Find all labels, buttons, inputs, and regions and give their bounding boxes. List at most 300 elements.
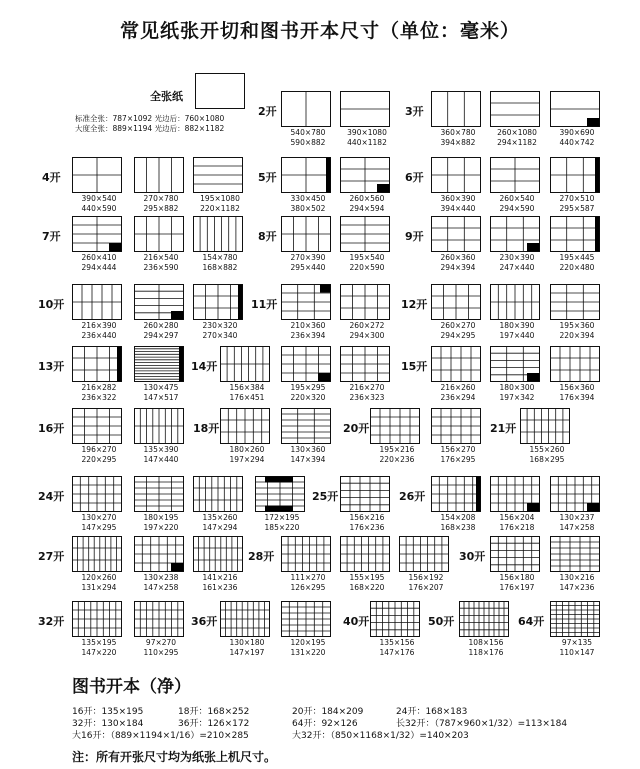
- fold-count-label: 4开: [42, 171, 61, 184]
- page-title: 常见纸张开切和图书开本尺寸（单位：毫米）: [119, 20, 520, 42]
- cut-diagram: [340, 284, 390, 320]
- size-caption: 147×394: [290, 455, 326, 464]
- size-caption: 156×204: [499, 513, 535, 522]
- fold-item: [340, 284, 394, 340]
- fold-item: [550, 601, 604, 657]
- size-caption: 147×517: [143, 393, 179, 402]
- cut-diagram: [220, 408, 270, 444]
- fold-count-label: 6开: [405, 171, 424, 184]
- waste-block: [527, 503, 540, 512]
- size-caption: 135×390: [143, 445, 179, 454]
- size-caption: 155×195: [349, 573, 385, 582]
- fold-count-label: 36开: [191, 615, 218, 628]
- waste-block: [476, 477, 481, 512]
- waste-block: [595, 217, 600, 252]
- size-caption: 294×394: [440, 263, 476, 272]
- fold-item: [431, 408, 485, 464]
- size-caption: 176×451: [229, 393, 265, 402]
- waste-block: [587, 503, 600, 512]
- size-caption: 390×540: [81, 194, 117, 203]
- fold-item: [255, 476, 309, 532]
- size-caption: 220×590: [349, 263, 385, 272]
- size-caption: 260×410: [81, 253, 117, 262]
- cut-diagram: [134, 601, 184, 637]
- fold-item: [459, 601, 513, 657]
- fold-item: [550, 91, 604, 147]
- size-caption: 220×295: [81, 455, 117, 464]
- size-caption: 195×540: [349, 253, 385, 262]
- cut-diagram: [431, 346, 481, 382]
- size-caption: 216×540: [143, 253, 179, 262]
- size-caption: 147×220: [81, 648, 117, 657]
- net-size-item: 大16开：（889×1194×1/16）=210×285: [72, 731, 249, 741]
- size-caption: 390×1080: [347, 128, 387, 137]
- size-caption: 197×220: [143, 523, 179, 532]
- size-caption: 130×238: [143, 573, 179, 582]
- size-caption: 168×238: [440, 523, 476, 532]
- fold-count-label: 8开: [258, 230, 277, 243]
- cut-diagram: [340, 536, 390, 572]
- waste-block: [527, 373, 540, 382]
- size-caption: 168×295: [529, 455, 565, 464]
- fold-item: [72, 346, 126, 402]
- fold-item: [490, 216, 544, 272]
- waste-block: [171, 563, 184, 572]
- net-size-item: 18开：168×252: [178, 707, 250, 717]
- size-caption: 270×340: [202, 331, 238, 340]
- fold-item: [340, 157, 394, 213]
- fold-item: [281, 284, 335, 340]
- size-caption: 236×590: [143, 263, 179, 272]
- fold-count-label: 10开: [38, 298, 65, 311]
- size-caption: 185×220: [264, 523, 300, 532]
- size-caption: 147×258: [143, 583, 179, 592]
- size-caption: 135×156: [379, 638, 415, 647]
- fold-item: [220, 601, 274, 657]
- waste-block: [171, 311, 184, 320]
- size-caption: 216×270: [349, 383, 385, 392]
- size-caption: 120×260: [81, 573, 117, 582]
- sheet-outline: [521, 409, 570, 444]
- size-caption: 180×300: [499, 383, 535, 392]
- waste-block: [326, 158, 331, 193]
- fold-item: [193, 284, 247, 340]
- size-caption: 118×176: [468, 648, 504, 657]
- size-caption: 154×208: [440, 513, 476, 522]
- fold-item: [134, 216, 188, 272]
- size-caption: 130×180: [229, 638, 265, 647]
- fold-item: [281, 346, 335, 402]
- size-caption: 197×440: [499, 331, 535, 340]
- sheet-outline: [432, 92, 481, 127]
- cut-diagram: [281, 157, 331, 193]
- fold-item: [490, 476, 544, 532]
- fold-item: [193, 536, 247, 592]
- full-sheet-box: [195, 73, 245, 109]
- size-caption: 130×237: [559, 513, 595, 522]
- size-caption: 120×195: [290, 638, 326, 647]
- cut-diagram: [281, 601, 331, 637]
- fold-count-label: 25开: [312, 490, 339, 503]
- size-caption: 230×390: [499, 253, 535, 262]
- fold-count-label: 50开: [428, 615, 455, 628]
- fold-item: [431, 91, 485, 147]
- cut-diagram: [193, 157, 243, 193]
- size-caption: 220×394: [559, 331, 595, 340]
- cut-diagram: [431, 476, 481, 512]
- size-caption: 260×360: [440, 253, 476, 262]
- fold-item: [134, 284, 188, 340]
- waste-block: [109, 243, 122, 252]
- size-caption: 260×560: [349, 194, 385, 203]
- cut-diagram: [490, 346, 540, 382]
- size-caption: 168×220: [349, 583, 385, 592]
- fold-count-label: 16开: [38, 422, 65, 435]
- size-caption: 130×216: [559, 573, 595, 582]
- size-caption: 180×195: [143, 513, 179, 522]
- fold-item: [431, 157, 485, 213]
- size-caption: 260×540: [499, 194, 535, 203]
- size-caption: 176×394: [559, 393, 595, 402]
- fold-item: [72, 476, 126, 532]
- size-caption: 131×294: [81, 583, 117, 592]
- size-caption: 147×236: [559, 583, 595, 592]
- size-caption: 156×270: [440, 445, 476, 454]
- size-caption: 440×1182: [347, 138, 387, 147]
- fold-item: [220, 346, 274, 402]
- full-sheet-note-line: 标准全张：787×1092 光边后：760×1080: [75, 114, 225, 123]
- size-caption: 294×300: [349, 331, 385, 340]
- cut-diagram: [72, 601, 122, 637]
- cut-diagram: [490, 91, 540, 127]
- cut-diagram: [550, 91, 600, 127]
- size-caption: 156×180: [499, 573, 535, 582]
- fold-item: [72, 284, 126, 340]
- cut-diagram: [255, 476, 305, 512]
- sheet-outline: [432, 347, 481, 382]
- size-caption: 380×502: [290, 204, 326, 213]
- cut-diagram: [520, 408, 570, 444]
- size-caption: 216×260: [440, 383, 476, 392]
- cut-diagram: [281, 346, 331, 382]
- waste-block: [238, 285, 243, 320]
- size-caption: 110×295: [143, 648, 179, 657]
- size-caption: 147×294: [202, 523, 238, 532]
- cut-diagram: [134, 346, 184, 382]
- net-size-item: 长32开：（787×960×1/32）=113×184: [396, 719, 568, 729]
- fold-count-label: 2开: [258, 105, 277, 118]
- size-caption: 130×475: [143, 383, 179, 392]
- fold-item: [134, 536, 188, 592]
- fold-item: [550, 216, 604, 272]
- cut-diagram: [370, 601, 420, 637]
- fold-item: [431, 284, 485, 340]
- cut-diagram: [370, 408, 420, 444]
- cut-diagram: [281, 91, 331, 127]
- size-caption: 176×236: [349, 523, 385, 532]
- waste-block: [527, 243, 540, 252]
- fold-count-label: 64开: [518, 615, 545, 628]
- size-caption: 294×444: [81, 263, 117, 272]
- size-caption: 295×587: [559, 204, 595, 213]
- size-caption: 440×742: [559, 138, 595, 147]
- waste-block: [595, 158, 600, 193]
- size-caption: 270×510: [559, 194, 595, 203]
- size-caption: 126×295: [290, 583, 326, 592]
- fold-item: [281, 157, 335, 213]
- fold-count-label: 12开: [401, 298, 428, 311]
- fold-item: [340, 91, 394, 147]
- net-size-item: 20开：184×209: [292, 707, 364, 717]
- cut-diagram: [193, 536, 243, 572]
- fold-item: [490, 91, 544, 147]
- cut-diagram: [72, 408, 122, 444]
- fold-item: [550, 476, 604, 532]
- size-caption: 97×135: [561, 638, 593, 647]
- net-size-item: 16开：135×195: [72, 707, 144, 717]
- size-caption: 168×882: [202, 263, 238, 272]
- fold-item: [281, 216, 335, 272]
- cut-diagram: [193, 216, 243, 252]
- fold-item: [72, 601, 126, 657]
- fold-item: [193, 476, 247, 532]
- cut-diagram: [490, 157, 540, 193]
- size-caption: 110×147: [559, 648, 595, 657]
- size-caption: 195×445: [559, 253, 595, 262]
- cut-diagram: [340, 346, 390, 382]
- sheet-outline: [194, 537, 243, 572]
- fold-item: [370, 601, 424, 657]
- waste-block: [265, 506, 293, 512]
- size-caption: 147×440: [143, 455, 179, 464]
- cut-diagram: [220, 346, 270, 382]
- fold-item: [134, 346, 188, 402]
- size-caption: 230×320: [202, 321, 238, 330]
- size-caption: 130×270: [81, 513, 117, 522]
- size-caption: 440×590: [81, 204, 117, 213]
- fold-count-label: 26开: [399, 490, 426, 503]
- fold-count-label: 5开: [258, 171, 277, 184]
- size-caption: 260×280: [143, 321, 179, 330]
- size-caption: 176×207: [408, 583, 444, 592]
- size-caption: 360×780: [440, 128, 476, 137]
- net-size-item: 24开：168×183: [396, 707, 468, 717]
- size-caption: 294×594: [349, 204, 385, 213]
- size-caption: 260×270: [440, 321, 476, 330]
- size-caption: 195×216: [379, 445, 415, 454]
- size-caption: 130×360: [290, 445, 326, 454]
- fold-count-label: 24开: [38, 490, 65, 503]
- size-caption: 295×882: [143, 204, 179, 213]
- size-caption: 220×320: [290, 393, 326, 402]
- size-caption: 260×1080: [497, 128, 537, 137]
- size-caption: 172×195: [264, 513, 300, 522]
- cut-diagram: [340, 91, 390, 127]
- full-sheet-note-line: 大度全张：889×1194 光边后：882×1182: [75, 124, 225, 133]
- cut-diagram: [281, 536, 331, 572]
- fold-count-label: 9开: [405, 230, 424, 243]
- size-caption: 154×780: [202, 253, 238, 262]
- fold-item: [520, 408, 574, 464]
- size-caption: 216×390: [81, 321, 117, 330]
- sheet-outline: [491, 92, 540, 127]
- size-caption: 294×1182: [497, 138, 537, 147]
- waste-block: [320, 285, 331, 293]
- fold-item: [490, 284, 544, 340]
- waste-block: [318, 373, 331, 382]
- size-caption: 131×220: [290, 648, 326, 657]
- size-caption: 156×360: [559, 383, 595, 392]
- fold-item: [340, 216, 394, 272]
- fold-item: [340, 476, 394, 532]
- fold-count-label: 13开: [38, 360, 65, 373]
- fold-count-label: 11开: [251, 298, 278, 311]
- sheet-outline: [551, 217, 600, 252]
- cut-diagram: [72, 284, 122, 320]
- size-caption: 156×192: [408, 573, 444, 582]
- size-caption: 156×384: [229, 383, 265, 392]
- cut-diagram: [490, 536, 540, 572]
- cut-diagram: [134, 408, 184, 444]
- size-caption: 220×1182: [200, 204, 240, 213]
- fold-count-label: 30开: [459, 550, 486, 563]
- fold-count-label: 20开: [343, 422, 370, 435]
- fold-item: [134, 476, 188, 532]
- net-size-item: 64开：92×126: [292, 719, 358, 729]
- cut-diagram: [72, 216, 122, 252]
- size-caption: 236×440: [81, 331, 117, 340]
- sheet-outline: [551, 347, 600, 382]
- size-caption: 590×882: [290, 138, 326, 147]
- size-caption: 394×882: [440, 138, 476, 147]
- size-caption: 197×294: [229, 455, 265, 464]
- net-size-item: 大32开：（850×1168×1/32）=140×203: [292, 731, 469, 741]
- cut-diagram: [134, 216, 184, 252]
- size-caption: 97×270: [145, 638, 177, 647]
- cut-diagram: [72, 346, 122, 382]
- fold-item: [399, 536, 453, 592]
- fold-item: [340, 536, 394, 592]
- fold-count-label: 3开: [405, 105, 424, 118]
- fold-count-label: 7开: [42, 230, 61, 243]
- waste-block: [265, 477, 293, 483]
- fold-item: [370, 408, 424, 464]
- size-caption: 247×440: [499, 263, 535, 272]
- cut-diagram: [550, 284, 600, 320]
- fold-item: [281, 408, 335, 464]
- cut-diagram: [459, 601, 509, 637]
- size-caption: 155×260: [529, 445, 565, 454]
- size-caption: 147×197: [229, 648, 265, 657]
- size-caption: 360×390: [440, 194, 476, 203]
- size-caption: 220×480: [559, 263, 595, 272]
- cut-diagram: [431, 91, 481, 127]
- net-size-item: 36开：126×172: [178, 719, 250, 729]
- cut-diagram: [72, 476, 122, 512]
- size-caption: 196×270: [81, 445, 117, 454]
- fold-item: [490, 536, 544, 592]
- fold-item: [340, 346, 394, 402]
- fold-item: [490, 346, 544, 402]
- net-size-item: 32开：130×184: [72, 719, 144, 729]
- fold-item: [72, 216, 126, 272]
- cut-diagram: [220, 601, 270, 637]
- cut-diagram: [490, 216, 540, 252]
- cut-diagram: [134, 157, 184, 193]
- cut-diagram: [193, 284, 243, 320]
- fold-item: [431, 476, 485, 532]
- waste-block: [377, 184, 390, 193]
- fold-item: [550, 157, 604, 213]
- size-caption: 540×780: [290, 128, 326, 137]
- section-title: 图书开本（净）: [72, 677, 191, 697]
- size-caption: 176×295: [440, 455, 476, 464]
- size-caption: 195×360: [559, 321, 595, 330]
- size-caption: 294×297: [143, 331, 179, 340]
- fold-item: [72, 536, 126, 592]
- size-caption: 236×322: [81, 393, 117, 402]
- fold-item: [281, 536, 335, 592]
- size-caption: 236×294: [440, 393, 476, 402]
- cut-diagram: [340, 476, 390, 512]
- size-caption: 180×260: [229, 445, 265, 454]
- size-caption: 220×236: [379, 455, 415, 464]
- fold-item: [134, 157, 188, 213]
- size-caption: 180×390: [499, 321, 535, 330]
- fold-item: [72, 408, 126, 464]
- size-caption: 135×260: [202, 513, 238, 522]
- size-caption: 161×236: [202, 583, 238, 592]
- size-caption: 216×282: [81, 383, 117, 392]
- fold-count-label: 40开: [343, 615, 370, 628]
- fold-item: [193, 216, 247, 272]
- fold-item: [281, 601, 335, 657]
- size-caption: 390×690: [559, 128, 595, 137]
- cut-diagram: [134, 284, 184, 320]
- size-caption: 294×590: [499, 204, 535, 213]
- size-caption: 394×440: [440, 204, 476, 213]
- cut-diagram: [281, 408, 331, 444]
- cut-diagram: [431, 408, 481, 444]
- cut-diagram: [550, 346, 600, 382]
- cut-diagram: [550, 157, 600, 193]
- sheet-outline: [432, 217, 481, 252]
- size-caption: 236×323: [349, 393, 385, 402]
- fold-item: [431, 346, 485, 402]
- cut-diagram: [431, 216, 481, 252]
- size-caption: 141×216: [202, 573, 238, 582]
- cut-diagram: [340, 157, 390, 193]
- size-caption: 147×258: [559, 523, 595, 532]
- size-caption: 270×780: [143, 194, 179, 203]
- full-sheet-note: [75, 114, 224, 134]
- cut-diagram: [134, 476, 184, 512]
- fold-item: [550, 346, 604, 402]
- fold-item: [550, 536, 604, 592]
- sheet-outline: [194, 217, 243, 252]
- fold-count-label: 14开: [191, 360, 218, 373]
- cut-diagram: [72, 536, 122, 572]
- size-caption: 295×440: [290, 263, 326, 272]
- fold-item: [72, 157, 126, 213]
- cut-diagram: [490, 476, 540, 512]
- cut-diagram: [281, 216, 331, 252]
- fold-item: [193, 157, 247, 213]
- full-sheet-label: 全张纸: [150, 90, 183, 103]
- size-caption: 294×295: [440, 331, 476, 340]
- cut-diagram: [281, 284, 331, 320]
- size-caption: 147×295: [81, 523, 117, 532]
